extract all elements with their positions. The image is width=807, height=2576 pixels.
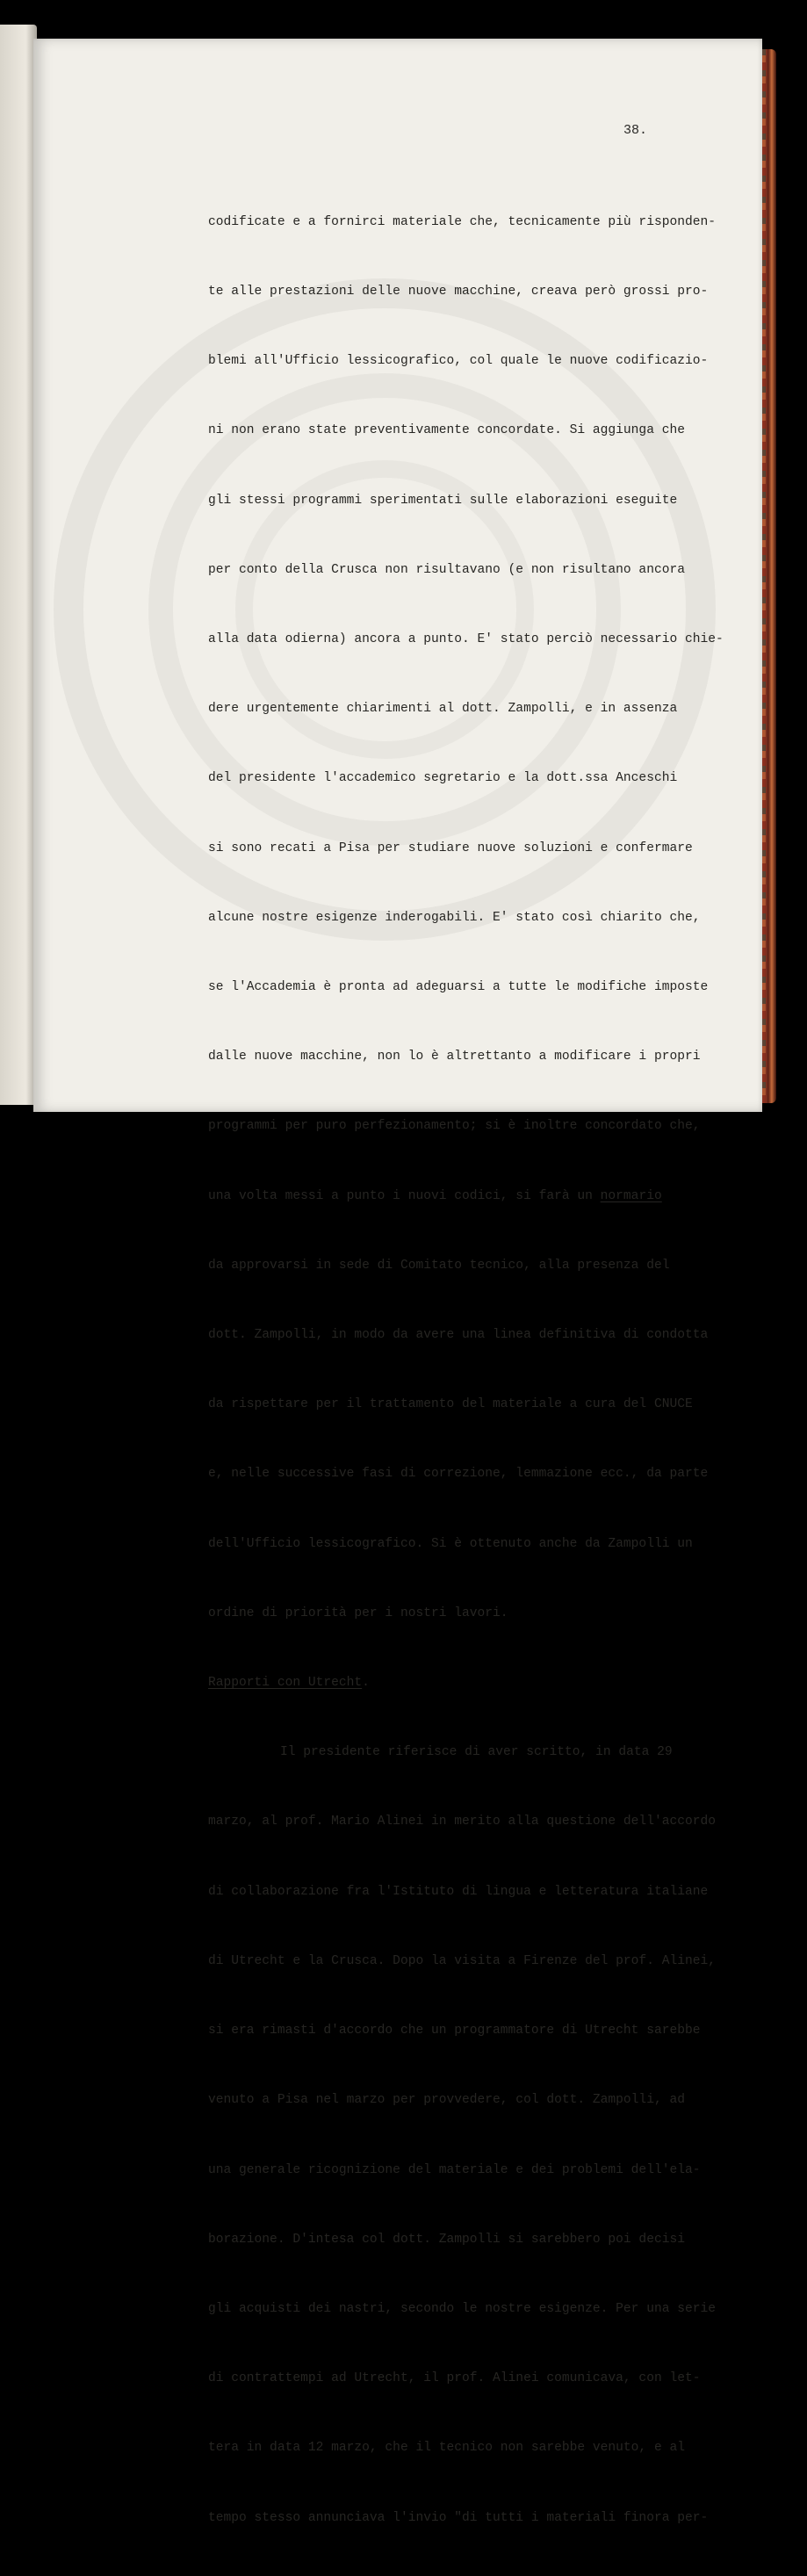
text-line: da approvarsi in sede di Comitato tecnico, alla presenza del bbox=[208, 1258, 670, 1273]
text-line: gli stessi programmi sperimentati sulle elaborazioni eseguite bbox=[208, 493, 678, 508]
text-line: venuto a Pisa nel marzo per provvedere, col dott. Zampolli, ad bbox=[208, 2093, 685, 2108]
text-line: di contrattempi ad Utrecht, il prof. Alinei comunicava, con let- bbox=[208, 2371, 701, 2386]
text-line: da rispettare per il trattamento del materiale a cura del CNUCE bbox=[208, 1397, 693, 1412]
text-line: una generale ricognizione del materiale e dei problemi dell'ela- bbox=[208, 2162, 701, 2177]
text-line: ni non erano state preventivamente concordate. Si aggiunga che bbox=[208, 423, 685, 438]
text-line: se l'Accademia è pronta ad adeguarsi a tutte le modifiche imposte bbox=[208, 980, 709, 995]
text-line: tera in data 12 marzo, che il tecnico non sarebbe venuto, e al bbox=[208, 2441, 685, 2456]
text-line: di Utrecht e la Crusca. Dopo la visita a Firenze del prof. Alinei, bbox=[208, 1953, 717, 1968]
text-line: programmi per puro perfezionamento; si è inoltre concordato che, bbox=[208, 1119, 701, 1134]
text-line: del presidente l'accademico segretario e la dott.ssa Anceschi bbox=[208, 771, 678, 786]
text-line: dalle nuove macchine, non lo è altrettanto a modificare i propri bbox=[208, 1050, 701, 1064]
text-line: si era rimasti d'accordo che un programmatore di Utrecht sarebbe bbox=[208, 2024, 701, 2038]
text-line-indented: Il presidente riferisce di aver scritto, in data 29 bbox=[280, 1745, 673, 1760]
page-number: 38. bbox=[623, 123, 648, 138]
section-heading-period: . bbox=[362, 1676, 370, 1691]
text-line: dell'Ufficio lessicografico. Si è ottenuto anche da Zampolli un bbox=[208, 1536, 693, 1551]
text-line: tempo stesso annunciava l'invio "di tutti i materiali finora per- bbox=[208, 2510, 709, 2525]
text-line: alla data odierna) ancora a punto. E' stato perciò necessario chie- bbox=[208, 632, 724, 647]
facing-page-edge bbox=[0, 25, 37, 1105]
text-line: codificate e a fornirci materiale che, tecnicamente più risponden- bbox=[208, 214, 717, 229]
text-line: gli acquisti dei nastri, secondo le nostre esigenze. Per una serie bbox=[208, 2301, 717, 2316]
text-line: dott. Zampolli, in modo da avere una linea definitiva di condotta bbox=[208, 1328, 709, 1343]
text-line: alcune nostre esigenze inderogabili. E' stato così chiarito che, bbox=[208, 910, 701, 925]
text-line: e, nelle successive fasi di correzione, lemmazione ecc., da parte bbox=[208, 1467, 709, 1482]
section-heading-line bbox=[208, 1671, 700, 1694]
text-line: ordine di priorità per i nostri lavori. bbox=[208, 1605, 508, 1620]
text-line: blemi all'Ufficio lessicografico, col quale le nuove codificazio- bbox=[208, 354, 709, 369]
section-heading: Rapporti con Utrecht bbox=[208, 1676, 363, 1691]
text-line: te alle prestazioni delle nuove macchine, creava però grossi pro- bbox=[208, 285, 709, 299]
text-line: borazione. D'intesa col dott. Zampolli si sarebbero poi decisi bbox=[208, 2232, 685, 2247]
text-line: si sono recati a Pisa per studiare nuove soluzioni e confermare bbox=[208, 841, 693, 855]
text-line: dere urgentemente chiarimenti al dott. Zampolli, e in assenza bbox=[208, 702, 678, 717]
underlined-word-normario: normario bbox=[600, 1188, 662, 1203]
text-segment: una volta messi a punto i nuovi codici, si farà un bbox=[208, 1188, 601, 1203]
text-line: per conto della Crusca non risultavano (e non risultano ancora bbox=[208, 562, 685, 577]
text-line-normario bbox=[208, 1185, 700, 1208]
body-text bbox=[208, 164, 724, 2576]
document-page bbox=[33, 39, 762, 2525]
text-line: di collaborazione fra l'Istituto di lingua e letteratura italiane bbox=[208, 1884, 709, 1899]
text-line: marzo, al prof. Mario Alinei in merito alla questione dell'accordo bbox=[208, 1815, 717, 1829]
